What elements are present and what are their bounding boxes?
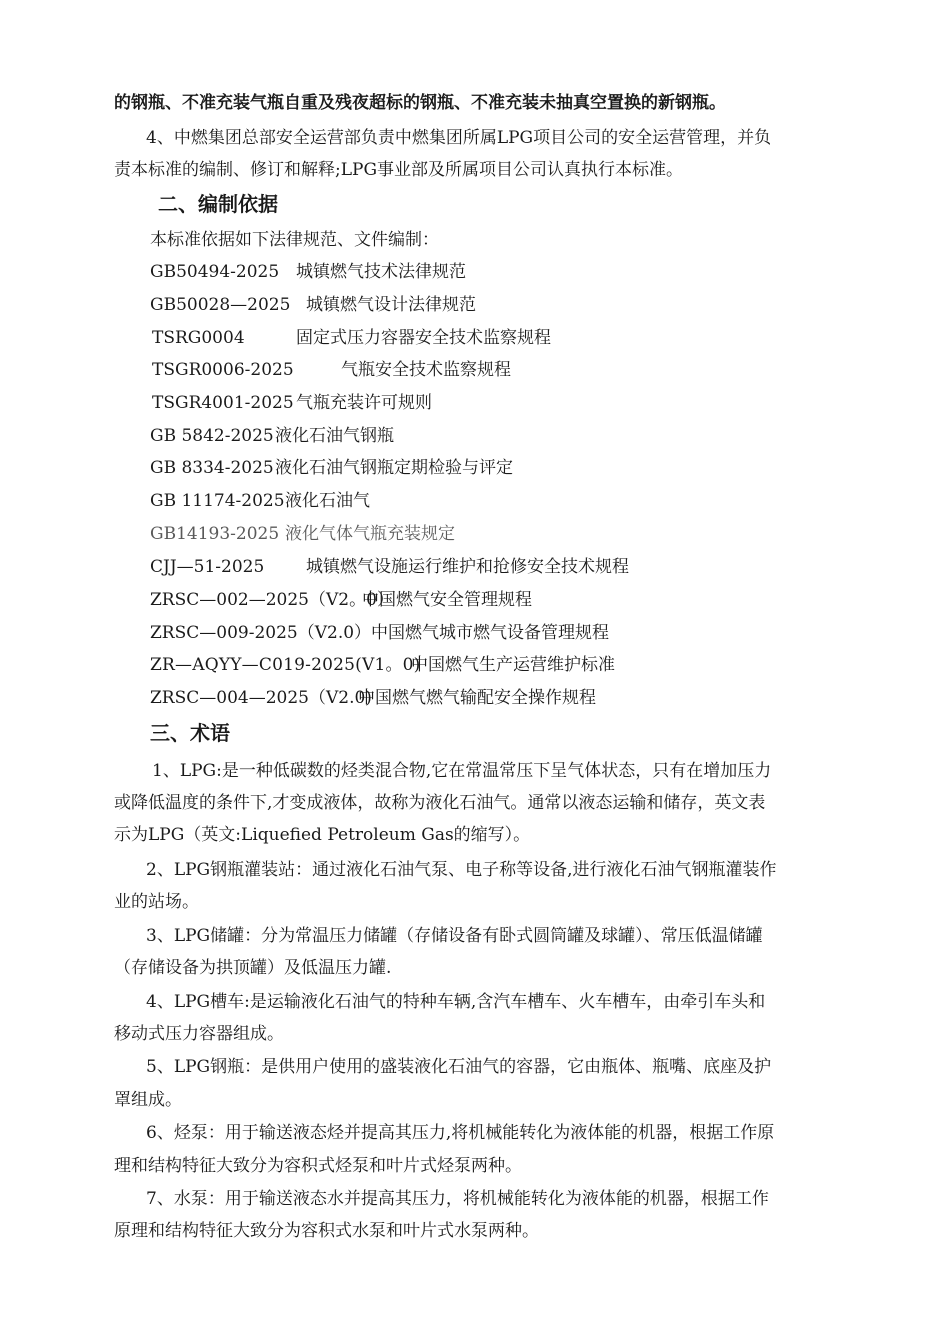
ref-code: ZRSC—009-2025（V2.0） (150, 623, 372, 643)
ref-title: 气瓶充装许可规则 (296, 393, 432, 413)
term-7-line-2: 原理和结构特征大致分为容积式水泵和叶片式水泵两种。 (114, 1221, 539, 1241)
ref-title: 液化石油气钢瓶 (275, 426, 394, 446)
term-4-line-2: 移动式压力容器组成。 (114, 1024, 284, 1044)
ref-title: 中国燃气城市燃气设备管理规程 (371, 623, 609, 643)
section-2-intro: 本标准依据如下法律规范、文件编制： (150, 230, 439, 250)
ref-code: CJJ—51-2025 (150, 557, 265, 577)
section-3-heading: 三、术语 (150, 721, 230, 745)
term-6-line-1: 6、烃泵：用于输送液态烃并提高其压力,将机械能转化为液体能的机器，根据工作原 (146, 1123, 775, 1143)
ref-code: GB50494-2025 (150, 262, 280, 282)
intro-line-1: 的钢瓶、不准充装气瓶自重及残夜超标的钢瓶、不准充装未抽真空置换的新钢瓶。 (114, 93, 726, 113)
ref-code: GB 11174-2025 (150, 491, 285, 511)
term-3-line-1: 3、LPG储罐：分为常温压力储罐（存储设备有卧式圆筒罐及球罐）、常压低温储罐 (146, 926, 763, 946)
ref-title: 液化气体气瓶充装规定 (285, 524, 455, 544)
term-2-line-1: 2、LPG钢瓶灌装站：通过液化石油气泵、电子称等设备,进行液化石油气钢瓶灌装作 (146, 860, 777, 880)
ref-title: 城镇燃气技术法律规范 (296, 262, 466, 282)
ref-code: TSGR0006-2025 (152, 360, 294, 380)
term-5-line-2: 罩组成。 (114, 1090, 182, 1110)
term-1-line-3: 示为LPG（英文:Liquefied Petroleum Gas的缩写）。 (114, 825, 531, 845)
ref-code: GB50028—2025 (150, 295, 291, 315)
term-5-line-1: 5、LPG钢瓶：是供用户使用的盛装液化石油气的容器，它由瓶体、瓶嘴、底座及护 (146, 1057, 772, 1077)
term-3-line-2: （存储设备为拱顶罐）及低温压力罐. (114, 958, 392, 978)
term-7-line-1: 7、水泵：用于输送液态水并提高其压力，将机械能转化为液体能的机器，根据工作 (146, 1189, 769, 1209)
ref-code: ZRSC—002—2025（V2。0） (150, 590, 394, 610)
ref-title: 气瓶安全技术监察规程 (341, 360, 511, 380)
item-4-line-1: 4、中燃集团总部安全运营部负责中燃集团所属LPG项目公司的安全运营管理，并负 (146, 128, 772, 148)
ref-code: TSRG0004 (152, 328, 245, 348)
ref-title: 液化石油气钢瓶定期检验与评定 (275, 458, 513, 478)
term-2-line-2: 业的站场。 (114, 892, 199, 912)
ref-title: 中国燃气燃气输配安全操作规程 (358, 688, 596, 708)
ref-title: 中国燃气安全管理规程 (362, 590, 532, 610)
ref-code: GB 8334-2025 (150, 458, 274, 478)
ref-title: 固定式压力容器安全技术监察规程 (296, 328, 551, 348)
ref-code: TSGR4001-2025 (152, 393, 294, 413)
ref-title: 中国燃气生产运营维护标准 (411, 655, 615, 675)
ref-title: 城镇燃气设施运行维护和抢修安全技术规程 (306, 557, 629, 577)
ref-code: ZRSC—004—2025（V2.0) (150, 688, 372, 708)
section-2-heading: 二、编制依据 (158, 192, 278, 216)
term-1-line-1: 1、LPG:是一种低碳数的烃类混合物,它在常温常压下呈气体状态，只有在增加压力 (152, 761, 772, 781)
ref-title: 液化石油气 (285, 491, 370, 511)
ref-title: 城镇燃气设计法律规范 (306, 295, 476, 315)
term-4-line-1: 4、LPG槽车:是运输液化石油气的特种车辆,含汽车槽车、火车槽车，由牵引车头和 (146, 992, 766, 1012)
ref-code: GB 5842-2025 (150, 426, 274, 446)
term-1-line-2: 或降低温度的条件下,才变成液体，故称为液化石油气。通常以液态运输和储存，英文表 (114, 793, 766, 813)
ref-code: ZR—AQYY—C019-2025(V1。0) (150, 655, 421, 675)
item-4-line-2: 责本标准的编制、修订和解释;LPG事业部及所属项目公司认真执行本标准。 (114, 160, 684, 180)
term-6-line-2: 理和结构特征大致分为容积式烃泵和叶片式烃泵两种。 (114, 1156, 522, 1176)
ref-code: GB14193-2025 (150, 524, 280, 544)
